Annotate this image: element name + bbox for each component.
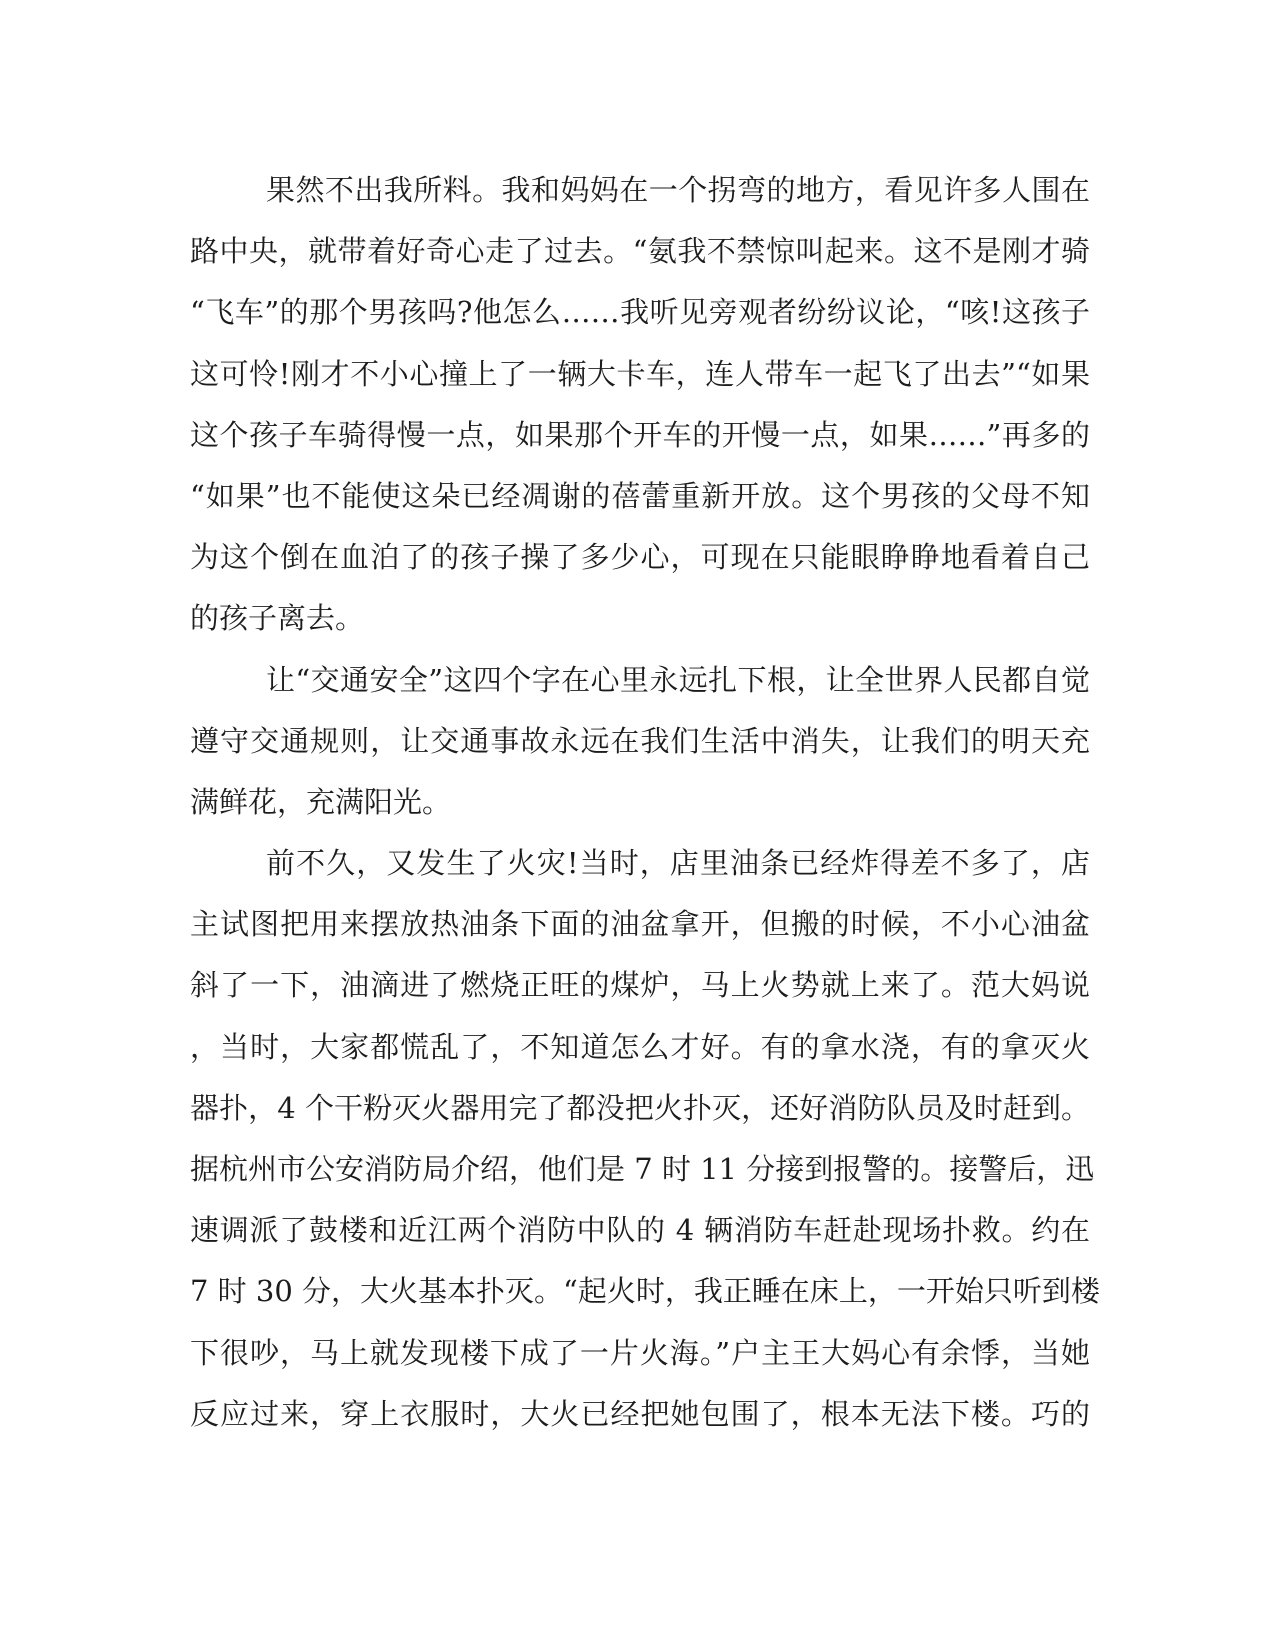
text-line: 前不久，又发生了火灾!当时，店里油条已经炸得差不多了，店 bbox=[266, 846, 1090, 881]
paragraph-fire bbox=[190, 833, 1100, 1445]
text-line: “如果”也不能使这朵已经凋谢的蓓蕾重新开放。这个男孩的父母不知 bbox=[190, 478, 1090, 513]
text-line: 让“交通安全”这四个字在心里永远扎下根，让全世界人民都自觉 bbox=[266, 662, 1090, 697]
text-line: 下很吵，马上就发现楼下成了一片火海。”户主王大妈心有余悸，当她 bbox=[190, 1335, 1090, 1370]
paragraph-traffic-safety bbox=[190, 650, 1090, 834]
text-line: 器扑，4 个干粉灭火器用完了都没把火扑灭，还好消防队员及时赶到。 bbox=[190, 1090, 1090, 1125]
document-body bbox=[190, 160, 1100, 1445]
text-line: 的孩子离去。 bbox=[190, 601, 365, 636]
text-line: “飞车”的那个男孩吗?他怎么……我听见旁观者纷纷议论，“咳!这孩子 bbox=[190, 295, 1090, 330]
text-line: 反应过来，穿上衣服时，大火已经把她包围了，根本无法下楼。巧的 bbox=[190, 1396, 1090, 1431]
text-line: 速调派了鼓楼和近江两个消防中队的 4 辆消防车赶赴现场扑救。约在 bbox=[190, 1213, 1090, 1248]
text-line: ，当时，大家都慌乱了，不知道怎么才好。有的拿水浇，有的拿灭火 bbox=[190, 1029, 1090, 1064]
paragraph-accident bbox=[190, 160, 1090, 650]
text-line: 满鲜花，充满阳光。 bbox=[190, 784, 452, 819]
text-line: 路中央，就带着好奇心走了过去。“氨我不禁惊叫起来。这不是刚才骑 bbox=[190, 234, 1090, 269]
text-line: 7 时 30 分，大火基本扑灭。“起火时，我正睡在床上，一开始只听到楼 bbox=[190, 1274, 1100, 1309]
text-line: 果然不出我所料。我和妈妈在一个拐弯的地方，看见许多人围在 bbox=[266, 173, 1090, 207]
text-line: 据杭州市公安消防局介绍，他们是 7 时 11 分接到报警的。接警后，迅 bbox=[190, 1152, 1095, 1186]
text-line: 遵守交通规则，让交通事故永远在我们生活中消失，让我们的明天充 bbox=[190, 723, 1090, 758]
text-line: 这可怜!刚才不小心撞上了一辆大卡车，连人带车一起飞了出去”“如果 bbox=[190, 356, 1090, 391]
text-line: 斜了一下，油滴进了燃烧正旺的煤炉，马上火势就上来了。范大妈说 bbox=[190, 968, 1090, 1003]
text-line: 这个孩子车骑得慢一点，如果那个开车的开慢一点，如果……”再多的 bbox=[190, 417, 1090, 452]
text-line: 为这个倒在血泊了的孩子操了多少心，可现在只能眼睁睁地看着自己 bbox=[190, 540, 1090, 575]
text-line: 主试图把用来摆放热油条下面的油盆拿开，但搬的时候，不小心油盆 bbox=[190, 907, 1090, 942]
